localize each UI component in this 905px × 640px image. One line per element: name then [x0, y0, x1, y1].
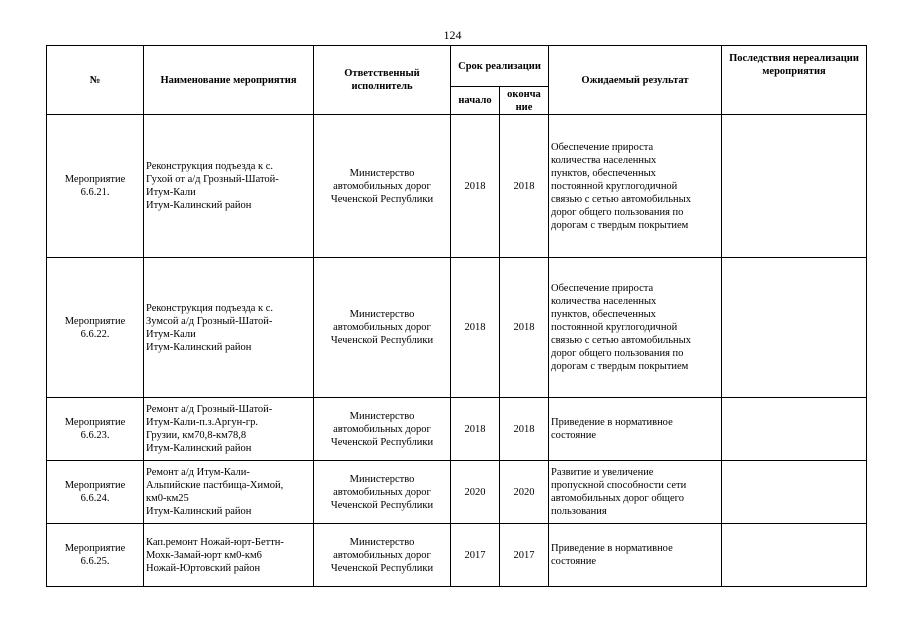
row-end-year: 2018: [500, 115, 549, 258]
row-consequences: [722, 115, 867, 258]
row-number: Мероприятие 6.6.24.: [47, 461, 144, 524]
row-responsible: Министерство автомобильных дорог Чеченской Республики: [314, 398, 451, 461]
header-term: Срок реализации: [451, 46, 549, 87]
row-measure-name: Реконструкция подъезда к с. Гухой от а/д Грозный-Шатой- Итум-Кали Итум-Калинский район: [144, 115, 314, 258]
row-start-year: 2017: [451, 524, 500, 587]
row-responsible: Министерство автомобильных дорог Чеченской Республики: [314, 461, 451, 524]
table-row: [47, 461, 867, 524]
row-measure-name: Реконструкция подъезда к с. Зумсой а/д Грозный-Шатой- Итум-Кали Итум-Калинский район: [144, 258, 314, 398]
header-expected-result: Ожидаемый результат: [549, 46, 722, 115]
row-expected-result: Обеспечение прироста количества населенных пунктов, обеспеченных постоянной круглогодичной связью с сетью автомобильных дорог общего пользования по дорогам с твердым покрытием: [549, 115, 722, 258]
header-measure-name: Наименование мероприятия: [144, 46, 314, 115]
row-end-year: 2020: [500, 461, 549, 524]
row-start-year: 2018: [451, 115, 500, 258]
row-number: Мероприятие 6.6.25.: [47, 524, 144, 587]
row-expected-result: Приведение в нормативное состояние: [549, 398, 722, 461]
row-measure-name: Ремонт а/д Итум-Кали- Альпийские пастбища-Химой, км0-км25 Итум-Калинский район: [144, 461, 314, 524]
table-row: [47, 398, 867, 461]
row-expected-result: Приведение в нормативное состояние: [549, 524, 722, 587]
row-consequences: [722, 524, 867, 587]
row-number: Мероприятие 6.6.21.: [47, 115, 144, 258]
page-number: 124: [443, 28, 462, 42]
row-start-year: 2020: [451, 461, 500, 524]
table-row: [47, 258, 867, 398]
table-row: [47, 524, 867, 587]
row-consequences: [722, 398, 867, 461]
measures-table: [46, 45, 867, 587]
header-number: №: [47, 46, 144, 115]
row-expected-result: Развитие и увеличение пропускной способности сети автомобильных дорог общего пользования: [549, 461, 722, 524]
row-measure-name: Ремонт а/д Грозный-Шатой- Итум-Кали-п.з.Аргун-гр. Грузии, км70,8-км78,8 Итум-Калинский район: [144, 398, 314, 461]
header-consequences: Последствия нереализации мероприятия: [722, 46, 867, 115]
row-end-year: 2017: [500, 524, 549, 587]
header-end: оконча ние: [500, 87, 549, 115]
header-responsible: Ответственный исполнитель: [314, 46, 451, 115]
row-start-year: 2018: [451, 398, 500, 461]
row-number: Мероприятие 6.6.22.: [47, 258, 144, 398]
row-consequences: [722, 461, 867, 524]
row-responsible: Министерство автомобильных дорог Чеченской Республики: [314, 115, 451, 258]
row-responsible: Министерство автомобильных дорог Чеченской Республики: [314, 524, 451, 587]
row-number: Мероприятие 6.6.23.: [47, 398, 144, 461]
header-start: начало: [451, 87, 500, 115]
row-start-year: 2018: [451, 258, 500, 398]
table-row: [47, 115, 867, 258]
row-consequences: [722, 258, 867, 398]
row-end-year: 2018: [500, 398, 549, 461]
row-expected-result: Обеспечение прироста количества населенных пунктов, обеспеченных постоянной круглогодичной связью с сетью автомобильных дорог общего пользования по дорогам с твердым покрытием: [549, 258, 722, 398]
row-responsible: Министерство автомобильных дорог Чеченской Республики: [314, 258, 451, 398]
row-measure-name: Кап.ремонт Ножай-юрт-Беттн- Мохк-Замай-юрт км0-км6 Ножай-Юртовский район: [144, 524, 314, 587]
row-end-year: 2018: [500, 258, 549, 398]
